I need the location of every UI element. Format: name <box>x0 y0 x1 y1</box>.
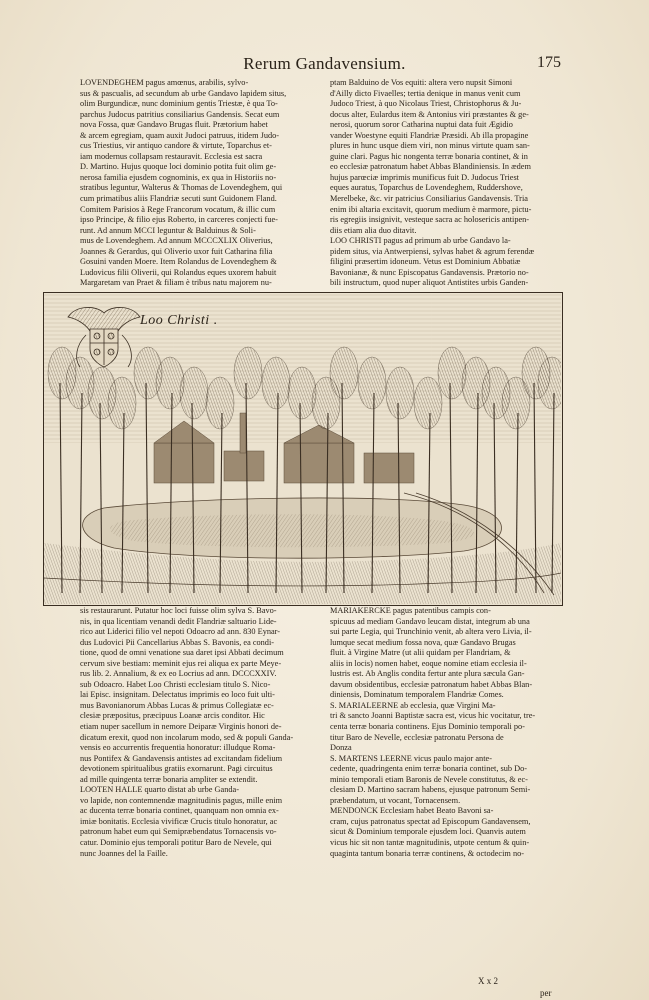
tree-crown <box>156 357 184 409</box>
text-line: enim ibi altaria excitavit, quorum medium è marmore, pictu- <box>330 204 532 214</box>
text-line: dus Ludovici Pii Cancellarius Abbas S. Bavonis, ea condi- <box>80 637 275 647</box>
text-line: clesiæ præpositus, præcipuus Loanæ arcis conditor. Hic <box>80 711 265 721</box>
text-line: catur. Dominio ejus temporali potitur Baro de Nevele, qui <box>80 838 272 848</box>
text-columns-bottom <box>80 606 572 996</box>
text-line: sis restaurarunt. Putatur hoc loci fuisse olim sylva S. Bavo- <box>80 606 277 615</box>
text-line: vander Woestyne equiti Flandriæ Præsidi. Ab illa propagine <box>330 130 529 140</box>
tree-crown <box>108 377 136 429</box>
tree-crown <box>438 347 466 399</box>
text-line: cedente, quadringenta enim terræ bonaria continet, sub Do- <box>330 764 527 774</box>
text-line: parchus Judocus patritius consiliarius Gandensis. Secat eum <box>80 109 280 119</box>
text-column-right <box>330 78 572 289</box>
text-line: LOO CHRISTI pagus ad primum ab urbe Gandavo la- <box>330 236 511 246</box>
tree-crown <box>180 367 208 419</box>
text-column-left <box>80 78 313 289</box>
text-line: cram, cujus patronatus spectat ad Episcopum Gandavensem, <box>330 816 531 826</box>
running-title: Rerum Gandavensium. <box>243 54 406 73</box>
text-line: hujus parœciæ imprimis munificus fuit D. Judocus Triest <box>330 172 519 182</box>
text-line: titur Baro de Nevelle, ecclesiæ patronatu Persona de <box>330 732 504 742</box>
page-number: 175 <box>537 54 561 71</box>
text-line: etiam nuper sacellum in nemore Deiparæ Virginis honori de- <box>80 722 282 732</box>
tree-crown <box>262 357 290 409</box>
text-line: devotionem spiritualibus gratiis exornarunt. Pagi circuitus <box>80 764 273 774</box>
text-line: S. MARTENS LEERNE vicus paulo major ante- <box>330 753 492 763</box>
tree-crown <box>288 367 316 419</box>
text-line: bili instructum, quod nuper aliquot Antistites urbis Ganden- <box>330 278 529 288</box>
text-line: Ludovicus filii Oliverii, qui Rolandus eques uxorem habuit <box>80 267 277 277</box>
text-line: sicut & Dominium temporale ejusdem loci. Quanvis autem <box>330 827 526 837</box>
text-line: stratibus leguntur, Walterus & Thomas de Lovendeghem, qui <box>80 183 283 193</box>
tree-crown <box>234 347 262 399</box>
text-line: nerosa familia ejusdem cognominis, ex qua in Historiis no- <box>80 172 277 182</box>
text-line: cervum sive bestiam: meminit ejus rei aliqua ex parte Meye- <box>80 658 282 668</box>
text-line: ptam Balduino de Vos equiti: altera vero nupsit Simoni <box>330 78 513 87</box>
text-line: runt. Ad annum MCCI leguntur & Balduinus & Soli- <box>80 225 256 235</box>
text-line: tione, quod de omni venatione sua daret ipsi Abbati decimum <box>80 648 284 658</box>
text-line: minio temporali etiam Baronis de Nevele constitutus, & ec- <box>330 774 528 784</box>
text-line: præbendatum, ut vocant, Tornacensem. <box>330 795 461 805</box>
text-line: Gosuini vanden Moere. Item Rolandus de Lovendeghem & <box>80 257 277 267</box>
text-line: fluit. à Virgine Matre (ut alii quidam per Flandriam, & <box>330 648 511 658</box>
text-line: vo lapide, non contemnendæ magnitudinis pagus, mille enim <box>80 795 283 805</box>
plate-title: Loo Christi . <box>140 313 218 328</box>
text-line: eques auratus, Toparchus de Lovendeghem, Ruddershove, <box>330 183 523 193</box>
text-line: filigini præsertim idoneum. Vetus est Dominium Abbatiæ <box>330 257 521 267</box>
text-line: Comitem Parisios à Rege Francorum vocatum, & illic cum <box>80 204 276 214</box>
text-line: dicatum erexit, quod non incolarum modo, sed & populi Ganda- <box>80 732 294 742</box>
text-line: vicus hic sit non tantæ magnitudinis, utpote centum & quin- <box>330 838 530 848</box>
text-line: S. MARIALEERNE ab ecclesia, quæ Virgini Ma- <box>330 700 496 710</box>
text-line: nerosi, quorum soror Catharina nuptui data fuit Ægidio <box>330 120 513 130</box>
text-line: tri & sancto Joanni Baptistæ sacra est, vicus hic vocitatur, tre- <box>330 711 536 721</box>
text-line: cum primatibus aliis Flandriæ secuti sunt Guidonem Fland. <box>80 194 277 204</box>
text-line: MENDONCK Ecclesiam habet Beato Bavoni sa- <box>330 806 494 816</box>
tree-crown <box>206 377 234 429</box>
text-column-left <box>80 606 313 859</box>
text-line: rico aut Liderici filio vel nepoti Odoacro ad ann. 830 Eynar- <box>80 627 281 637</box>
text-line: olim Burgundicæ, nunc dominium gentis Triestæ, è qua To- <box>80 99 278 109</box>
text-line: davum obsidentibus, ecclesiæ patronatum habet Abbas Blan- <box>330 679 533 689</box>
text-line: Merelbeke, &c. vir patricius Consiliarius Gandavensis. Tria <box>330 194 528 204</box>
text-line: Margaretam van Praet & filiam è tribus natu majorem nu- <box>80 278 272 288</box>
text-line: plures in hunc usque diem viri, non minus virtute quam san- <box>330 141 530 151</box>
text-line: cus Triestius, vir antiquo candore & virtute, Toparchus et- <box>80 141 272 151</box>
text-line: ris egregiis insignivit, vesteque sacra ac holosericis antipen- <box>330 215 530 225</box>
text-line: Joannes & Gerardus, qui Oliverio uxor fuit Catharina filia <box>80 246 273 256</box>
text-line: rus lib. 2. Annalium, & ex eo Locrius ad ann. DCCCXXIV. <box>80 669 277 679</box>
text-line: nunc Joannes del la Faille. <box>80 848 168 858</box>
text-line: nus Pontifex & Gandavensis antistes ad excitandam fidelium <box>80 753 283 763</box>
text-line: spicuus ad mediam Gandavo leucam distat, integrum ab una <box>330 616 530 626</box>
tree-crown <box>414 377 442 429</box>
text-line: iam modernus collapsam restauravit. Ecclesia est sacra <box>80 151 263 161</box>
text-line: ipso Principe, & filio ejus Roberto, in carceres conjecti fue- <box>80 215 278 225</box>
text-line: nova Fossa, quæ Gandavo Brugas fluit. Prætorium habet <box>80 120 268 130</box>
engraving-plate <box>43 292 563 606</box>
text-columns-top <box>80 78 572 300</box>
text-line: lumque secat medium fossa nova, quæ Gandavo Brugas <box>330 637 516 647</box>
text-line: MARIAKERCKE pagus patentibus campis con- <box>330 606 491 615</box>
text-line: aliis in locis) nomen habet, eoque nomine etiam ecclesia il- <box>330 658 527 668</box>
text-column-right <box>330 606 572 859</box>
text-line: mus de Lovendeghem. Ad annum MCCCXLIX Oliverius, <box>80 236 273 246</box>
text-line: pidem situs, via Antwerpiensi, sylvas habet & agrum ferendæ <box>330 246 535 256</box>
text-line: d'Ailly dicto Fivaelles; tertia denique in manus venit cum <box>330 88 521 98</box>
running-header <box>0 54 649 78</box>
text-line: clesiam D. Martino sacram habens, ejusque patronum Semi- <box>330 785 531 795</box>
text-line: sus & pascualis, ad secundum ab urbe Gandavo lapidem situs, <box>80 88 287 98</box>
text-line: vensis eo accurrentis frequentia honoratur: illudque Roma- <box>80 743 276 753</box>
text-line: quaginta tantum bonaria terræ continens, & octodecim no- <box>330 848 525 858</box>
tree-crown <box>330 347 358 399</box>
text-line: sub Odoacro. Habet Loo Christi ecclesiam titulo S. Nico- <box>80 679 271 689</box>
text-line: Bavonianæ, & nunc Episcopatus Gandavensis. Prætorio no- <box>330 267 529 277</box>
text-line: lai Episc. insignitam. Delectatus imprimis eo loco fuit ulti- <box>80 690 275 700</box>
tree-crown <box>358 357 386 409</box>
text-line: imiæ bonitatis. Ecclesia vivificæ Crucis titulo honoratur, ac <box>80 816 278 826</box>
text-line: guine clari. Pagus hic nongenta terræ bonaria continet, & in <box>330 151 528 161</box>
text-line: diniensis, Dominatum temporalem Flandriæ Comes. <box>330 690 504 700</box>
text-line: centa terræ bonaria continens. Ejus Dominio temporali po- <box>330 722 525 732</box>
text-line: patronum habet eum qui Semipræbendatus Tornacensis vo- <box>80 827 277 837</box>
signature-mark: X x 2 <box>478 976 498 986</box>
text-line: mus Bavonianorum Abbas Lucas & primus Collegiatæ ec- <box>80 700 274 710</box>
text-line: ac ducenta terræ bonaria continet, quanquam non omnia ex- <box>80 806 279 816</box>
text-line: & arcem egregiam, quam auxit Judoci patruus, itidem Judo- <box>80 130 280 140</box>
text-line: lustris est. Ab Anglis condita fertur ante plura sæcula Gan- <box>330 669 525 679</box>
tree-crown <box>386 367 414 419</box>
text-line: docus alter, Eulardus item & Antonius viri præstantes & ge- <box>330 109 529 119</box>
text-line: sui parte Legia, qui Trunchinio venit, ab altera vero Livia, il- <box>330 627 532 637</box>
text-line: Donza <box>330 743 352 753</box>
text-line: nis, in qua licentiam venandi dedit Flandriæ saltuario Lide- <box>80 616 277 626</box>
text-line: D. Martino. Hujus quoque loci dominio potita fuit olim ge- <box>80 162 277 172</box>
text-line: LOVENDEGHEM pagus amœnus, arabilis, sylvo- <box>80 78 249 87</box>
text-line: diis etiam alia duo ditavit. <box>330 225 417 235</box>
text-line: Judoco Triest, à quo Nicolaus Triest, Christophorus & Ju- <box>330 99 522 109</box>
text-line: ad mille quingenta terræ bonaria ampliter se extendit. <box>80 774 258 784</box>
text-line: eo ecclesiæ patronatum habet Abbas Blandiniensis. In ædem <box>330 162 531 172</box>
text-line: LOOTEN HALLE quarto distat ab urbe Ganda- <box>80 785 239 795</box>
catchword: per <box>540 988 552 998</box>
engraving-illustration <box>44 293 561 604</box>
